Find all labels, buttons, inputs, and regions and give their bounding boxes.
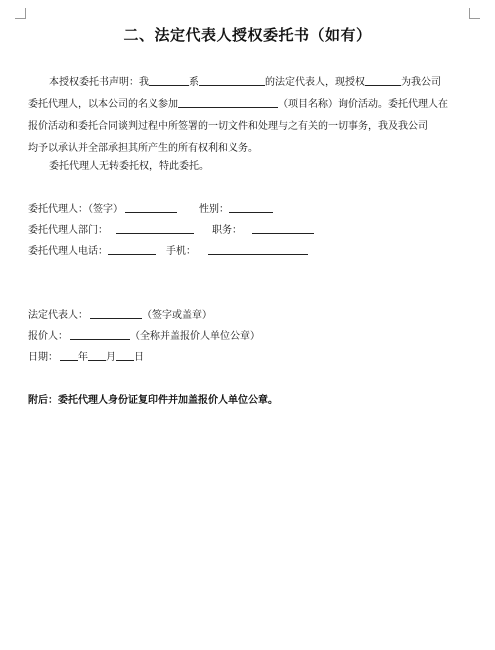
statement-paragraph [28, 72, 468, 160]
statement-text: 的法定代表人，现授权 [265, 77, 365, 88]
project-name-blank[interactable] [178, 96, 278, 108]
agent-phone-row [28, 243, 308, 259]
company-name-blank[interactable] [199, 74, 265, 86]
mobile-blank[interactable] [208, 243, 308, 255]
statement-line-1 [28, 72, 468, 94]
bidder-row [28, 328, 260, 344]
department-label: 委托代理人部门： [28, 225, 108, 236]
statement-text: 为我公司 [401, 77, 441, 88]
legal-rep-row [28, 307, 212, 323]
legal-rep-blank[interactable] [90, 307, 142, 319]
page-corner-mark-top-right [469, 8, 480, 19]
page-corner-mark-top-left [15, 8, 26, 19]
mobile-label: 手机： [166, 246, 196, 257]
phone-label: 委托代理人电话： [28, 246, 108, 257]
statement-text: 系 [189, 77, 199, 88]
agent-signature-label: 委托代理人：（签字） [28, 204, 123, 215]
month-blank[interactable] [88, 349, 106, 361]
no-transfer-text: 委托代理人无转委托权，特此委托。 [49, 161, 209, 172]
phone-blank[interactable] [108, 243, 156, 255]
legal-rep-note: （签字或盖章） [142, 310, 212, 321]
date-label: 日期： [28, 352, 58, 363]
agent-name-blank[interactable] [365, 74, 401, 86]
date-row [28, 349, 144, 365]
year-label: 年 [78, 352, 88, 363]
attachment-note: 附后：委托代理人身份证复印件并加盖报价人单位公章。 [28, 395, 278, 406]
day-label: 日 [134, 352, 144, 363]
year-blank[interactable] [60, 349, 78, 361]
document-title: 二、法定代表人授权委托书（如有） [123, 26, 372, 44]
department-blank[interactable] [116, 222, 194, 234]
agent-signature-row [28, 201, 273, 217]
statement-text: （项目名称）询价活动。委托代理人在 [278, 99, 448, 110]
bidder-note: （全称并盖报价人单位公章） [130, 331, 260, 342]
statement-line-4: 均予以承认并全部承担其所产生的所有权利和义务。 [28, 143, 258, 154]
gender-label: 性别： [199, 204, 229, 215]
position-label: 职务： [212, 225, 242, 236]
legal-rep-label: 法定代表人： [28, 310, 88, 321]
statement-text: 委托代理人，以本公司的名义参加 [28, 99, 178, 110]
agent-department-row [28, 222, 314, 238]
bidder-label: 报价人： [28, 331, 68, 342]
no-transfer-paragraph [28, 156, 468, 178]
month-label: 月 [106, 352, 116, 363]
agent-signature-blank[interactable] [125, 201, 177, 213]
statement-text: 本授权委托书声明：我 [49, 77, 149, 88]
statement-line-2 [28, 94, 468, 116]
day-blank[interactable] [116, 349, 134, 361]
statement-line-3: 报价活动和委托合同谈判过程中所签署的一切文件和处理与之有关的一切事务，我及我公司 [28, 121, 428, 132]
bidder-blank[interactable] [70, 328, 130, 340]
gender-blank[interactable] [229, 201, 273, 213]
legal-rep-name-blank[interactable] [149, 74, 189, 86]
position-blank[interactable] [252, 222, 314, 234]
